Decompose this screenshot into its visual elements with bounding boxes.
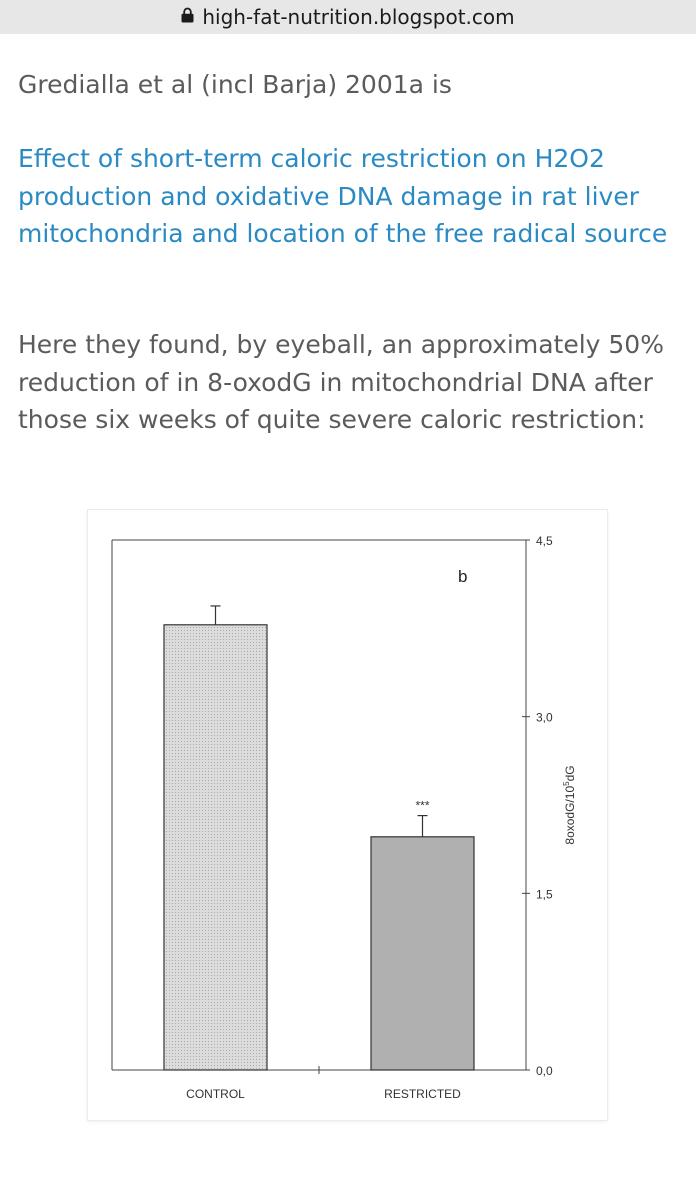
- panel-label: b: [458, 567, 468, 586]
- y-axis-title: $8oxodG/10^5dG$: [562, 765, 577, 845]
- bar-control: [164, 625, 267, 1070]
- y-tick-label: 4,5: [536, 534, 553, 548]
- bar-chart: [88, 510, 607, 1120]
- figure-card: [88, 510, 607, 1120]
- x-tick-label: CONTROL: [186, 1087, 245, 1101]
- paper-title-link[interactable]: Effect of short-term caloric restriction on H2O2 production and oxidative DNA damage in rat liver mitochondria and location of the free radical source: [18, 144, 668, 248]
- y-tick-label: 3,0: [536, 710, 553, 725]
- significance-marker: ***: [415, 798, 430, 813]
- x-tick-label: RESTRICTED: [384, 1087, 461, 1101]
- address-bar[interactable]: [0, 0, 696, 34]
- lock-icon: [181, 4, 194, 28]
- bar-restricted: [371, 837, 474, 1070]
- y-tick-label: 0,0: [536, 1064, 553, 1078]
- body-text: Here they found, by eyeball, an approximately 50% reduction of in 8-oxodG in mitochondrial DNA after those six weeks of quite severe caloric restriction:: [18, 330, 664, 434]
- paper-title-paragraph: [18, 140, 683, 253]
- url-text: high-fat-nutrition.blogspot.com: [202, 5, 515, 29]
- y-tick-label: 1,5: [536, 887, 553, 902]
- intro-text: Gredialla et al (incl Barja) 2001a is: [18, 70, 452, 99]
